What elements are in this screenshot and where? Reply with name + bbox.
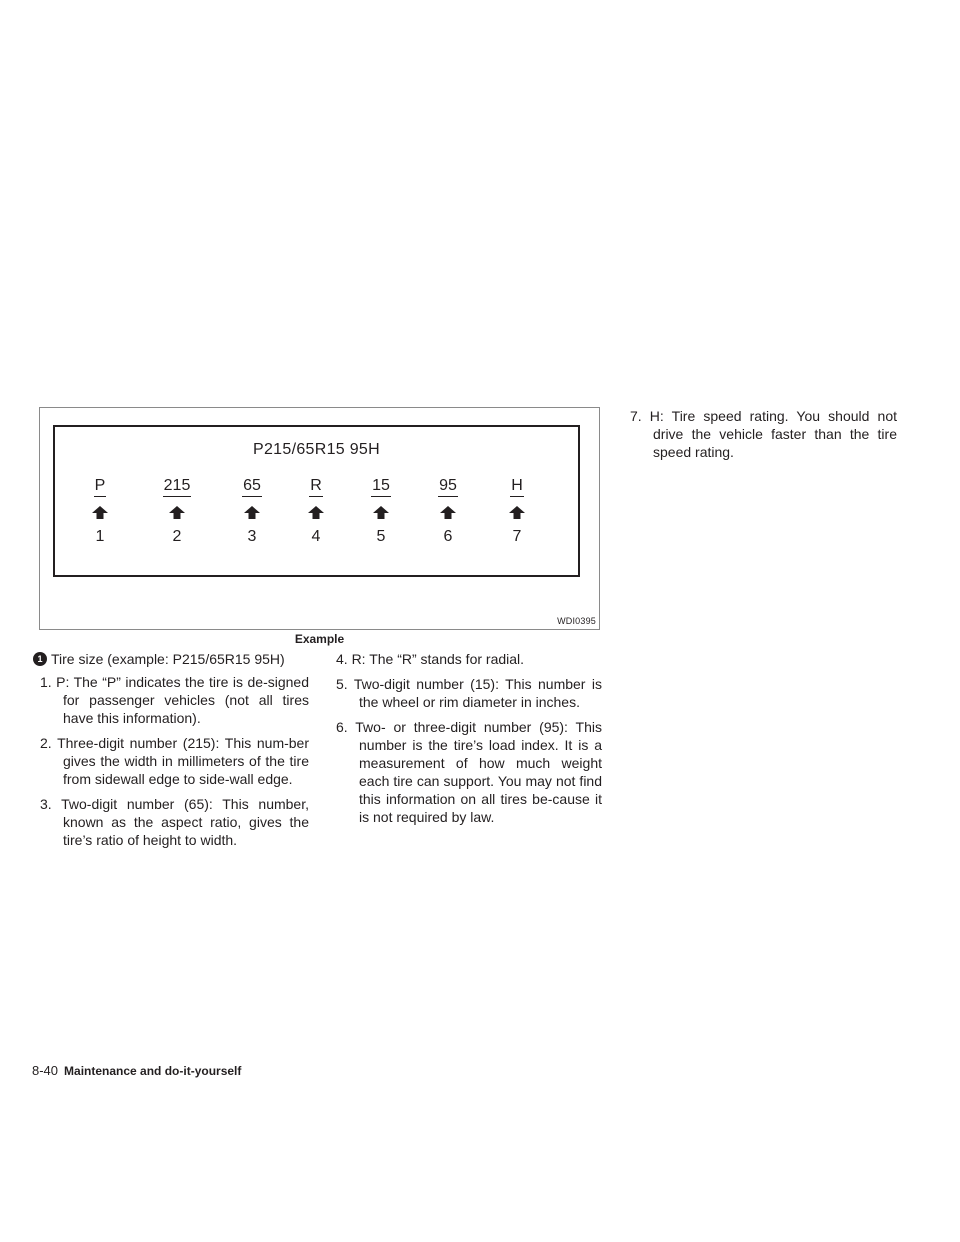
part-number: 3: [247, 528, 257, 545]
part-number: 2: [172, 528, 182, 545]
part-label: 65: [242, 477, 262, 497]
arrow-up-icon: [244, 506, 260, 519]
tire-code-part: [487, 477, 547, 546]
part-label: 215: [163, 477, 192, 497]
tire-code-diagram: [53, 425, 580, 577]
figure-id: WDI0395: [557, 616, 596, 626]
part-label: 15: [371, 477, 391, 497]
section-heading: [33, 650, 309, 668]
part-label: R: [309, 477, 323, 497]
tire-code-parts: [55, 477, 578, 557]
section-heading-text: Tire size (example: P215/65R15 95H): [51, 651, 285, 667]
part-number: 4: [311, 528, 321, 545]
tire-code-part: [286, 477, 346, 546]
part-number: 7: [512, 528, 522, 545]
list-item: 2. Three-digit number (215): This num-ber gives the width in millimeters of the tire from sidewall edge to side-wall edge.: [40, 735, 309, 787]
figure-caption: Example: [294, 632, 345, 646]
arrow-up-icon: [440, 506, 456, 519]
page-footer: [32, 1063, 241, 1078]
part-label: H: [510, 477, 524, 497]
circled-number-icon: 1: [33, 652, 47, 666]
arrow-up-icon: [373, 506, 389, 519]
text-column-1: [33, 650, 309, 856]
tire-code-part: [351, 477, 411, 546]
tire-code-part: [147, 477, 207, 546]
list-item: 1. P: The “P” indicates the tire is de-signed for passenger vehicles (not all tires have this information).: [40, 674, 309, 726]
tire-code-example: P215/65R15 95H: [253, 441, 380, 458]
tire-code-part: [222, 477, 282, 546]
part-label: P: [94, 477, 107, 497]
arrow-up-icon: [308, 506, 324, 519]
text-column-2: [329, 650, 602, 833]
tire-code-part: [418, 477, 478, 546]
part-number: 1: [95, 528, 105, 545]
list-item: 7. H: Tire speed rating. You should not drive the vehicle faster than the tire speed rating.: [630, 408, 897, 460]
list-item: 4. R: The “R” stands for radial.: [336, 651, 525, 667]
part-number: 5: [376, 528, 386, 545]
arrow-up-icon: [92, 506, 108, 519]
part-label: 95: [438, 477, 458, 497]
section-title: Maintenance and do-it-yourself: [64, 1064, 242, 1078]
list-item: 6. Two- or three-digit number (95): This number is the tire’s load index. It is a measurement of how much weight each tire can support. You may not find this information on all tires be-cause it is not required by law.: [336, 719, 602, 825]
arrow-up-icon: [509, 506, 525, 519]
list-item: 5. Two-digit number (15): This number is the wheel or rim diameter in inches.: [336, 676, 602, 710]
part-number: 6: [443, 528, 453, 545]
arrow-up-icon: [169, 506, 185, 519]
text-column-3: [623, 407, 897, 468]
list-item: 3. Two-digit number (65): This number, known as the aspect ratio, gives the tire’s ratio of height to width.: [40, 796, 309, 848]
page-number: 8-40: [32, 1063, 59, 1078]
tire-code-part: [70, 477, 130, 546]
